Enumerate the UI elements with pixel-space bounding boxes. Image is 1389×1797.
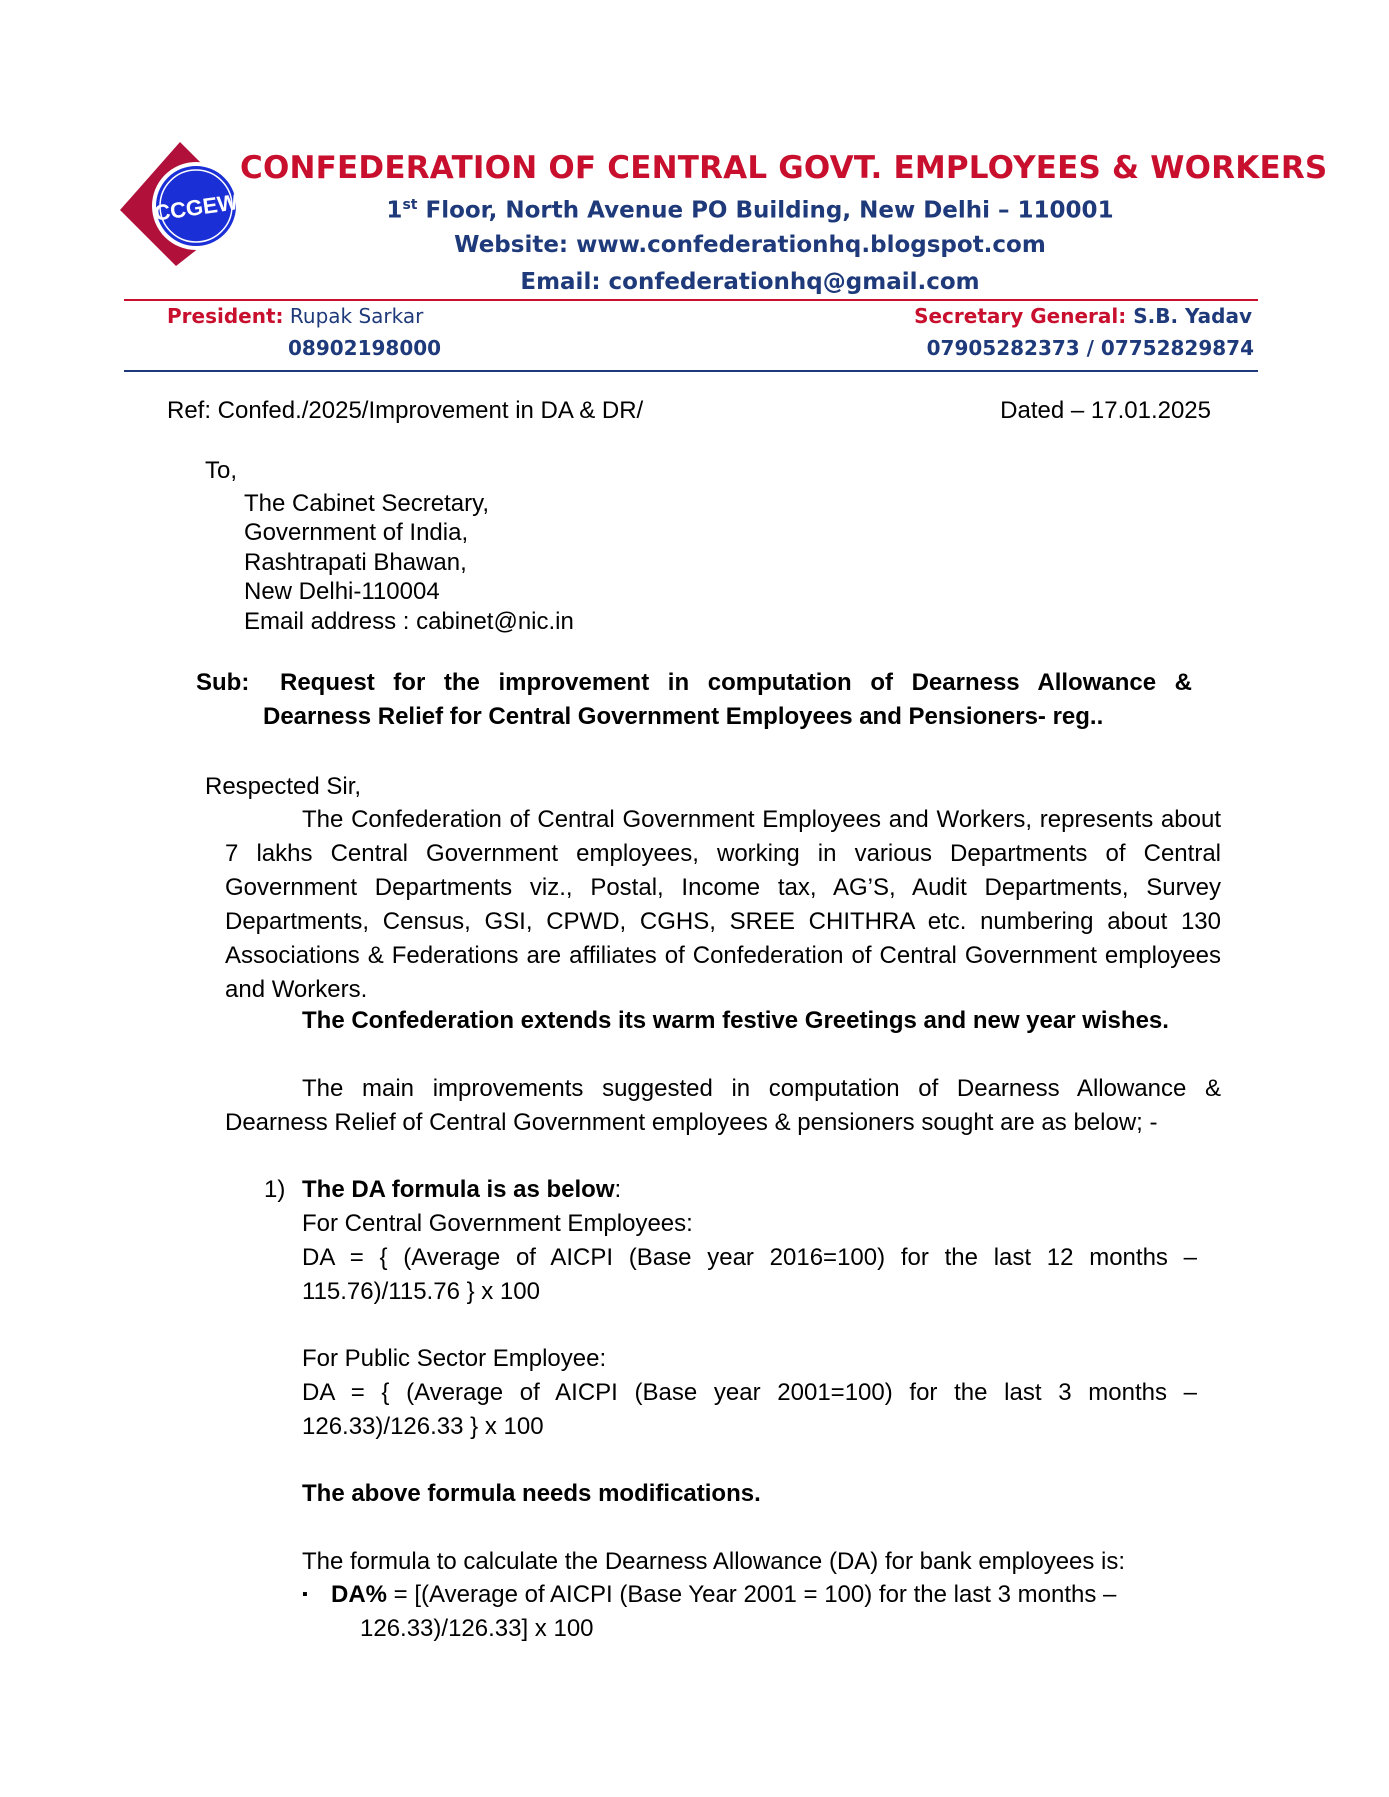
pse-label: For Public Sector Employee:	[302, 1345, 607, 1372]
list-item-number: 1)	[264, 1176, 286, 1203]
letter-date: Dated – 17.01.2025	[1000, 397, 1211, 424]
addressee-line: Government of India,	[244, 519, 469, 546]
bullet-icon: ▪	[302, 1586, 308, 1603]
letterhead-divider-top	[124, 299, 1258, 301]
cge-label: For Central Government Employees:	[302, 1210, 693, 1237]
president-phone: 08902198000	[288, 336, 442, 360]
bank-da-formula-cont: 126.33)/126.33] x 100	[360, 1615, 594, 1642]
to-label: To,	[205, 457, 238, 484]
president-line: President: Rupak Sarkar	[167, 304, 424, 328]
addressee-line: Rashtrapati Bhawan,	[244, 549, 467, 576]
subject-line: Dearness Relief for Central Government Employees and Pensioners- reg..	[263, 703, 1104, 730]
reference-number: Ref: Confed./2025/Improvement in DA & DR/	[167, 397, 644, 424]
addressee-line: New Delhi-110004	[244, 578, 440, 605]
subject-line: Request for the improvement in computation of Dearness Allowance &	[280, 669, 1192, 696]
organization-email: Email: confederationhq@gmail.com	[520, 269, 980, 295]
cge-formula: DA = { (Average of AICPI (Base year 2016=100) for the last 12 months – 115.76)/115.76 } x 100	[302, 1244, 1197, 1305]
bank-da-intro: The formula to calculate the Dearness Allowance (DA) for bank employees is:	[302, 1548, 1126, 1575]
addressee-line: The Cabinet Secretary,	[244, 490, 490, 517]
organization-website: Website: www.confederationhq.blogspot.com	[454, 232, 1046, 258]
greetings-paragraph: The Confederation extends its warm festive Greetings and new year wishes.	[302, 1007, 1169, 1034]
letterhead-divider-bottom	[124, 370, 1258, 372]
pse-formula: DA = { (Average of AICPI (Base year 2001=100) for the last 3 months – 126.33)/126.33 } x 100	[302, 1379, 1197, 1440]
salutation: Respected Sir,	[205, 773, 362, 800]
secretary-general-phone: 07905282373 / 07752829874	[926, 336, 1254, 360]
secretary-general-line: Secretary General: S.B. Yadav	[914, 304, 1252, 328]
da-formula-heading: The DA formula is as below:	[302, 1176, 622, 1203]
organization-name: CONFEDERATION OF CENTRAL GOVT. EMPLOYEES & WORKERS	[240, 150, 1328, 186]
logo-text: CCGEW	[152, 189, 240, 226]
bank-da-formula: DA% = [(Average of AICPI (Base Year 2001 = 100) for the last 3 months –	[331, 1581, 1117, 1608]
organization-logo	[118, 140, 240, 268]
subject-label: Sub:	[196, 669, 250, 696]
modification-note: The above formula needs modifications.	[302, 1480, 761, 1507]
improvements-paragraph: The main improvements suggested in computation of Dearness Allowance & Dearness Relief of Central Government employees & pensioners sought are as below; -	[225, 1075, 1221, 1136]
organization-address: 1st Floor, North Avenue PO Building, New Delhi – 110001	[386, 197, 1114, 224]
intro-paragraph: The Confederation of Central Government Employees and Workers, represents about 7 lakhs Central Government employees, working in various Departments of Central Government Departments viz., Postal, Income tax, AG’S, Audit Departments, Survey Departments, Census, GSI, CPWD, CGHS, SREE CHITHRA etc. numbering about 130 Associations & Federations are affiliates of Confederation of Central Government employees and Workers.	[225, 806, 1221, 1003]
addressee-email: Email address : cabinet@nic.in	[244, 608, 574, 635]
